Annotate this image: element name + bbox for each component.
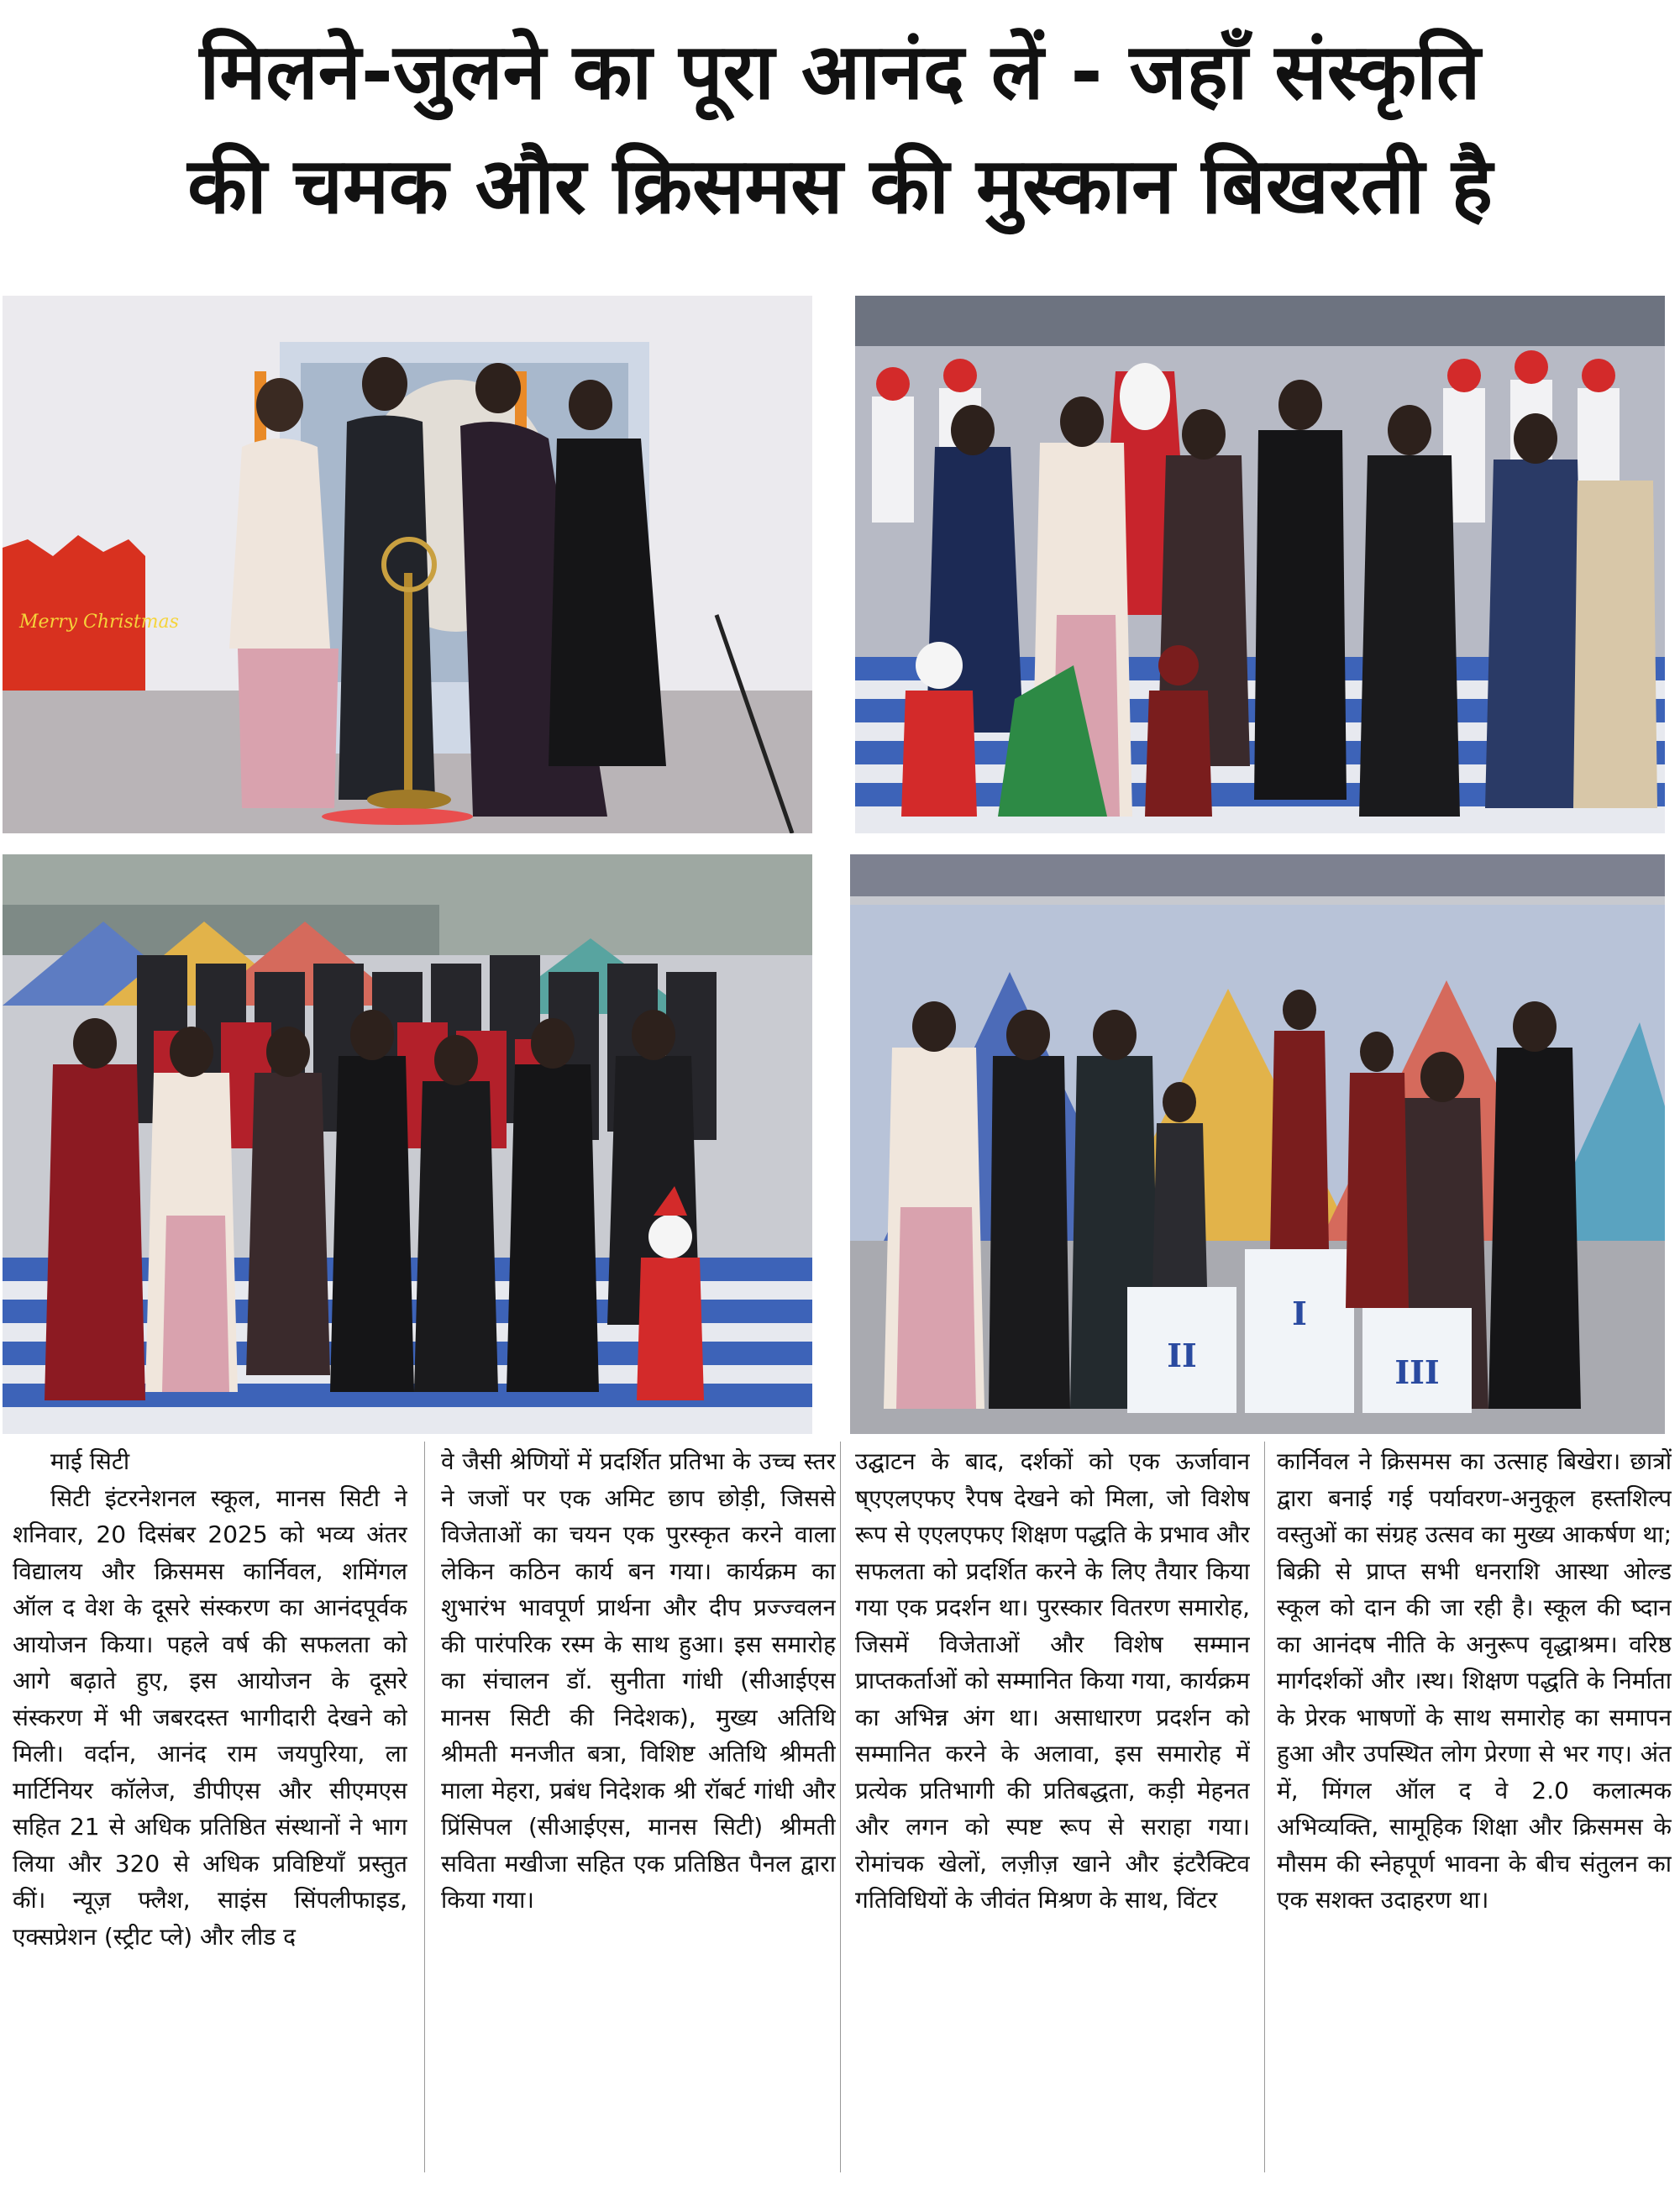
article-column-2 (441, 1443, 836, 2174)
photo-santa-group (855, 296, 1665, 833)
article-column-4 (1277, 1443, 1672, 2174)
headline (17, 15, 1663, 244)
article-paragraph-2: वे जैसी श्रेणियों में प्रदर्शित प्रतिभा के उच्च स्तर ने जजों पर एक अमिट छाप छोड़ी, जिससे विजेताओं का चयन एक पुरस्कृत करने वाला लेकिन कठिन कार्य बन गया। कार्यक्रम का शुभारंभ भावपूर्ण प्रार्थना और दीप प्रज्ज्वलन की पारंपरिक रस्म के साथ हुआ। इस समारोह का संचालन डॉ. सुनीता गांधी (सीआईएस मानस सिटी की निदेशक), मुख्य अतिथि श्रीमती मनजीत बत्रा, विशिष्ट अतिथि श्रीमती माला मेहरा, प्रबंध निदेशक श्री रॉबर्ट गांधी और प्रिंसिपल (सीआईएस, मानस सिटी) श्रीमती सविता मखीजा सहित एक प्रतिष्ठित पैनल द्वारा किया गया। (441, 1447, 836, 1914)
podium-second-label: II (1167, 1337, 1197, 1374)
podium-third-label: III (1394, 1353, 1440, 1391)
photo-staff-group (3, 854, 812, 1434)
podium-first-label: I (1292, 1295, 1307, 1332)
banner-text: Merry Christmas (19, 612, 179, 633)
article-paragraph-4: कार्निवल ने क्रिसमस का उत्साह बिखेरा। छात्रों द्वारा बनाई गई पर्यावरण-अनुकूल हस्तशिल्प वस्तुओं का संग्रह उत्सव का मुख्य आकर्षण था; बिक्री से प्राप्त सभी धनराशि आस्था ओल्ड स्कूल को दान की जा रही है। स्कूल की ष्दान का आनंदष नीति के अनुरूप वृद्धाश्रम। वरिष्ठ मार्गदर्शकों और ।स्थ। शिक्षण पद्धति के निर्माता के प्रेरक भाषणों के साथ समारोह का समापन हुआ और उपस्थित लोग प्रेरणा से भर गए। अंत में, मिंगल ऑल द वे 2.0 कलात्मक अभिव्यक्ति, सामूहिक शिक्षा और क्रिसमस के मौसम की स्नेहपूर्ण भावना के बीच संतुलन का एक सशक्त उदाहरण था। (1277, 1447, 1672, 1914)
column-divider (840, 1442, 841, 2172)
photo-podium-awards (850, 854, 1665, 1434)
photo-santa-group-illustration (855, 296, 1665, 833)
article-column-3 (855, 1443, 1250, 2174)
photo-podium-awards-illustration (850, 854, 1665, 1434)
column-divider (424, 1442, 425, 2172)
photo-lamp-lighting-illustration (3, 296, 812, 833)
article-paragraph-3: उद्घाटन के बाद, दर्शकों को एक ऊर्जावान ष्एएलएफए रैपष देखने को मिला, जो विशेष रूप से एएलएफए शिक्षण पद्धति के प्रभाव और सफलता को प्रदर्शित करने के लिए तैयार किया गया एक प्रदर्शन था। पुरस्कार वितरण समारोह, जिसमें विजेताओं और विशेष सम्मान प्राप्तकर्ताओं को सम्मानित किया गया, कार्यक्रम का अभिन्न अंग था। असाधारण प्रदर्शन को सम्मानित करने के अलावा, इस समारोह में प्रत्येक प्रतिभागी की प्रतिबद्धता, कड़ी मेहनत और लगन को स्पष्ट रूप से सराहा गया। रोमांचक खेलों, लज़ीज़ खाने और इंटरैक्टिव गतिविधियों के जीवंत मिश्रण के साथ, विंटर (855, 1447, 1250, 1914)
dateline: माई सिटी (50, 1447, 130, 1475)
headline-line-2: की चमक और क्रिसमस की मुस्कान बिखरती है (187, 141, 1493, 231)
article-column-1 (13, 1443, 407, 2174)
article-paragraph-1: सिटी इंटरनेशनल स्कूल, मानस सिटी ने शनिवार, 20 दिसंबर 2025 को भव्य अंतर विद्यालय और क्रिसमस कार्निवल, शमिंगल ऑल द वेश के दूसरे संस्करण का आनंदपूर्वक आयोजन किया। पहले वर्ष की सफलता को आगे बढ़ाते हुए, इस आयोजन के दूसरे संस्करण में भी जबरदस्त भागीदारी देखने को मिली। वर्दान, आनंद राम जयपुरिया, ला मार्टिनियर कॉलेज, डीपीएस और सीएमएस सहित 21 से अधिक प्रतिष्ठित संस्थानों ने भाग लिया और 320 से अधिक प्रविष्टियाँ प्रस्तुत कीं। न्यूज़ फ्लैश, साइंस सिंपलीफाइड, एक्सप्रेशन (स्ट्रीट प्ले) और लीड द (13, 1484, 407, 1951)
photo-lamp-lighting (3, 296, 812, 833)
photo-staff-group-illustration (3, 854, 812, 1434)
headline-line-1: मिलने-जुलने का पूरा आनंद लें - जहाँ संस्कृति (199, 27, 1481, 117)
column-divider (1264, 1442, 1265, 2172)
